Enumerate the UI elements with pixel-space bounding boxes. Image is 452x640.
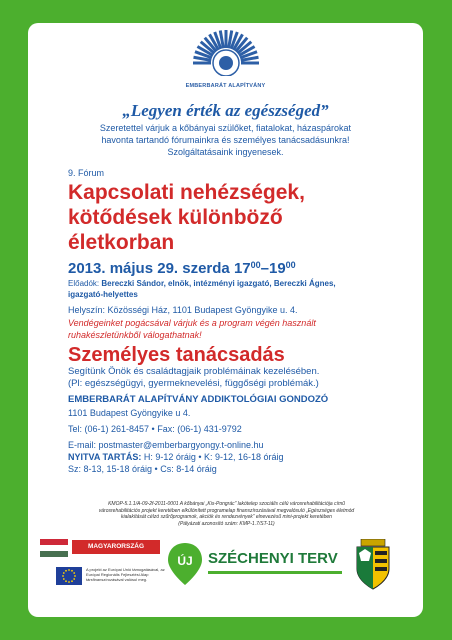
coat-of-arms-icon [353,539,393,591]
project-note-line: kialakítását célzó szűrőprogramok, akciók és rendezvények” elnevezésű mini-projekt keretében [121,514,332,520]
presenters-names-cont: igazgató-helyettes [68,290,138,299]
foundation-logo-text: EMBERBARÁT ALAPÍTVÁNY [185,83,266,89]
consulting-text [68,366,413,390]
address: 1101 Budapest Gyöngyike u 4. [68,408,191,418]
end-minutes: 00 [285,260,296,270]
phone-fax: Tel: (06-1) 261-8457 • Fax: (06-1) 431-9792 [68,424,242,434]
project-note [64,501,389,527]
uj-location-pin-icon [166,541,204,587]
presenters-label: Előadók: [68,279,102,288]
opening-hours [68,451,408,463]
sun-logo-icon [191,28,261,90]
forum-number: 9. Fórum [68,168,105,178]
eu-funding-text: A projekt az Európai Unió támogatásával, az Európai Regionális Fejlesztési Alap társfinanszírozásával valósul meg. [86,567,165,582]
magyarorszag-megujul-badge: MAGYARORSZÁG MEGÚJUL [72,540,160,554]
szechenyi-underline [208,571,342,574]
presenters [68,278,408,300]
hours-line: H: 9-12 óráig • K: 9-12, 16-18 óráig [141,452,284,462]
project-note-line: városrehabilitációs projekt keretében elkülönített programelap finanszírozásával megvalósuló „Egészséges életmód [98,507,355,514]
uj-label: ÚJ [177,554,193,568]
intro-text [58,122,393,158]
invite-line: ruhakészletünkből válogathatnak! [68,330,202,340]
slogan: „Legyen érték az egészséged” [122,101,329,120]
start-minutes: 00 [250,260,261,270]
presenters-names: Bereczki Sándor, elnök, intézményi igazgató, Bereczki Ágnes, [101,279,336,288]
title-line: életkorban [68,231,175,254]
hours-label: NYITVA TARTÁS: [68,452,142,462]
contact-block [68,407,408,475]
project-note-line: KMOP-5.1.1/A-09-2f-2011-0001 A kőbányai „Kis-Pongrác” lakótelep szociális célú városrehabilitációja című [108,501,345,507]
consulting-line: Segítünk Önök és családtagjaik problémáinak kezelésében. [68,366,320,377]
poster-sheet [28,23,423,617]
intro-line: Szolgáltatásaink ingyenesek. [167,147,284,157]
intro-line: havonta tartandó fórumainkra és személyes tanácsadásunkra! [101,135,350,145]
sponsor-footer [28,536,423,617]
hungary-flag-icon [40,539,68,557]
event-datetime [68,260,296,277]
szechenyi-terv-logo: SZÉCHENYI TERV [208,550,338,567]
time-dash: –19 [260,260,286,277]
venue: Helyszín: Közösségi Ház, 1101 Budapest Gyöngyike u. 4. [68,305,298,315]
forum-title [68,180,408,255]
invite-text [68,317,413,341]
intro-line: Szeretettel várjuk a kőbányai szülőket, fiatalokat, házaspárokat [99,123,352,133]
title-line: kötődések különböző [68,206,283,229]
title-line: Kapcsolati nehézségek, [68,181,305,204]
eu-flag-icon [56,567,82,585]
consulting-title: Személyes tanácsadás [68,344,285,366]
project-note-line: (Pályázati azonosító szám: KMP-1.7/ST-11) [178,520,275,527]
event-date: 2013. május 29. szerda 17 [68,260,251,277]
email[interactable]: E-mail: postmaster@emberbargyongy.t-online.hu [68,440,264,450]
org-name: EMBERBARÁT ALAPÍTVÁNY ADDIKTOLÓGIAI GONDOZÓ [68,394,329,405]
hours-line: Sz: 8-13, 15-18 óráig • Cs: 8-14 óráig [68,464,217,474]
invite-line: Vendégeinket pogácsával várjuk és a program végén használt [68,318,316,328]
consulting-line: (Pl: egészségügyi, gyermeknevelési, függőségi problémák.) [68,378,319,389]
